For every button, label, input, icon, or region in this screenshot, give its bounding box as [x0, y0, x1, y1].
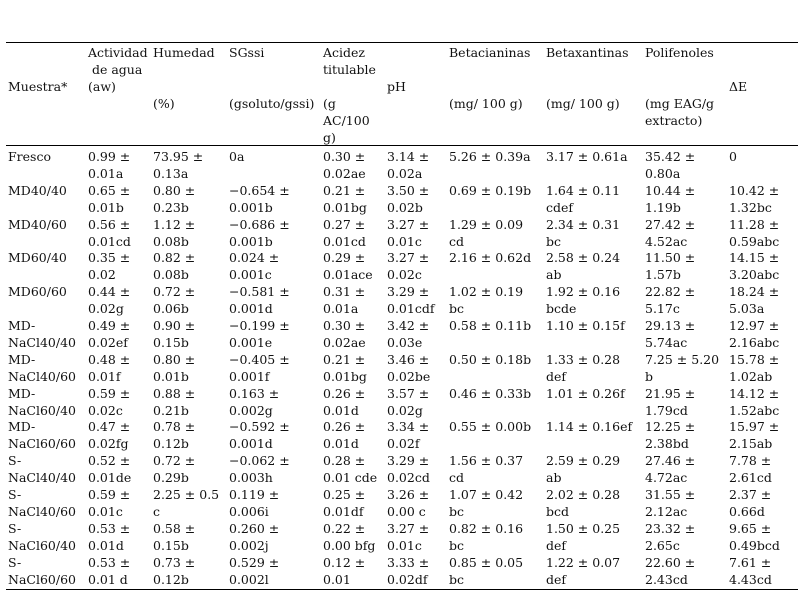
header-sgssi: (gsoluto/gssi) [229, 96, 315, 111]
cell-ph: 3.26 ± 0.00 c [387, 487, 430, 519]
cell-acidez: 0.29 ± 0.01ace [323, 250, 373, 283]
cell-betacianinas: 0.58 ± 0.11b [449, 318, 532, 333]
cell-polifenoles: 31.55 ± 2.12ac [645, 487, 696, 519]
cell-sgssi: 0a [229, 149, 245, 164]
cell-muestra: MD40/60 [8, 216, 67, 232]
table-header-rule [6, 145, 798, 146]
cell-delta-e: 7.61 ± 4.43cd [729, 554, 772, 587]
cell-acidez: 0.25 ± 0.01df [323, 487, 366, 519]
header-actividad-agua: (aw) [88, 79, 116, 94]
cell-polifenoles: 27.46 ± 4.72ac [645, 453, 696, 486]
header-betaxantinas: Betaxantinas [546, 45, 629, 60]
cell-sgssi: −0.654 ± 0.001b [229, 182, 290, 215]
cell-delta-e: 15.97 ± 2.15ab [729, 419, 780, 452]
header-acidez: (g AC/100 g) [323, 96, 370, 145]
cell-actividad-agua: 0.59 ± 0.02c [88, 385, 131, 418]
cell-betaxantinas: 1.01 ± 0.26f [546, 385, 625, 401]
cell-betaxantinas: 2.59 ± 0.29 ab [546, 453, 621, 486]
cell-betaxantinas: 1.64 ± 0.11 cdef [546, 182, 621, 215]
cell-actividad-agua: 0.44 ± 0.02g [88, 284, 131, 317]
cell-sgssi: 0.260 ± 0.002j [229, 520, 280, 553]
cell-betaxantinas: 1.22 ± 0.07 def [546, 554, 621, 587]
cell-delta-e: 11.28 ± 0.59abc [729, 216, 780, 249]
cell-betaxantinas: 1.50 ± 0.25 def [546, 520, 621, 553]
cell-sgssi: −0.062 ± 0.003h [229, 453, 290, 486]
cell-sgssi: 0.529 ± 0.002l [229, 554, 280, 587]
cell-actividad-agua: 0.49 ± 0.02ef [88, 318, 131, 350]
cell-acidez: 0.26 ± 0.01d [323, 419, 366, 452]
header-sgssi: SGssi [229, 45, 265, 60]
cell-delta-e: 10.42 ± 1.32bc [729, 182, 780, 215]
cell-betacianinas: 1.56 ± 0.37 cd [449, 453, 524, 486]
cell-sgssi: 0.119 ± 0.006i [229, 487, 280, 519]
cell-betaxantinas: 2.58 ± 0.24 ab [546, 250, 621, 283]
cell-humedad: 0.80 ± 0.23b [153, 182, 196, 215]
cell-ph: 3.27 ± 0.02c [387, 250, 430, 283]
cell-humedad: 2.25 ± 0.5 c [153, 487, 220, 519]
cell-polifenoles: 7.25 ± 5.20 b [645, 351, 720, 384]
cell-betaxantinas: 1.10 ± 0.15f [546, 318, 625, 333]
cell-actividad-agua: 0.99 ± 0.01a [88, 149, 131, 181]
cell-betaxantinas: 3.17 ± 0.61a [546, 149, 628, 164]
cell-polifenoles: 10.44 ± 1.19b [645, 182, 696, 215]
cell-polifenoles: 27.42 ± 4.52ac [645, 216, 696, 249]
header-betacianinas: Betacianinas [449, 45, 531, 60]
cell-sgssi: 0.024 ± 0.001c [229, 250, 280, 283]
cell-polifenoles: 29.13 ± 5.74ac [645, 318, 696, 350]
cell-humedad: 0.72 ± 0.06b [153, 284, 196, 317]
cell-muestra: Fresco [8, 149, 51, 164]
cell-betacianinas: 0.55 ± 0.00b [449, 419, 532, 435]
cell-ph: 3.14 ± 0.02a [387, 149, 430, 181]
table-bottom-rule [6, 589, 798, 590]
cell-delta-e: 2.37 ± 0.66d [729, 487, 772, 519]
cell-ph: 3.29 ± 0.02cd [387, 453, 430, 486]
cell-betaxantinas: 1.92 ± 0.16 bcde [546, 284, 621, 317]
cell-polifenoles: 35.42 ± 0.80a [645, 149, 696, 181]
cell-muestra: MD- NaCl60/40 [8, 385, 76, 418]
cell-sgssi: −0.199 ± 0.001e [229, 318, 290, 350]
cell-betacianinas: 1.02 ± 0.19 bc [449, 284, 524, 317]
header-delta-e: ΔE [729, 79, 748, 94]
cell-ph: 3.29 ± 0.01cdf [387, 284, 435, 317]
cell-humedad: 1.12 ± 0.08b [153, 216, 196, 249]
cell-delta-e: 14.15 ± 3.20abc [729, 250, 780, 283]
cell-muestra: S- NaCl60/40 [8, 520, 76, 553]
cell-acidez: 0.30 ± 0.02ae [323, 149, 366, 181]
cell-betaxantinas: 1.14 ± 0.16ef [546, 419, 633, 435]
cell-muestra: MD40/40 [8, 182, 67, 198]
cell-acidez: 0.12 ± 0.01 [323, 554, 366, 587]
cell-betacianinas: 0.50 ± 0.18b [449, 351, 532, 367]
cell-ph: 3.50 ± 0.02b [387, 182, 430, 215]
cell-sgssi: −0.405 ± 0.001f [229, 351, 290, 384]
header-polifenoles: (mg EAG/g extracto) [645, 96, 715, 128]
cell-delta-e: 9.65 ± 0.49bcd [729, 520, 780, 553]
cell-betacianinas: 5.26 ± 0.39a [449, 149, 531, 164]
cell-acidez: 0.30 ± 0.02ae [323, 318, 366, 350]
cell-polifenoles: 12.25 ± 2.38bd [645, 419, 696, 452]
cell-ph: 3.34 ± 0.02f [387, 419, 430, 452]
cell-polifenoles: 21.95 ± 1.79cd [645, 385, 696, 418]
cell-ph: 3.33 ± 0.02df [387, 554, 430, 587]
cell-muestra: S- NaCl60/60 [8, 554, 76, 587]
cell-betaxantinas: 1.33 ± 0.28 def [546, 351, 621, 384]
cell-ph: 3.42 ± 0.03e [387, 318, 430, 350]
cell-betacianinas: 2.16 ± 0.62d [449, 250, 532, 266]
cell-muestra: S- NaCl40/60 [8, 487, 76, 519]
cell-muestra: S- NaCl40/40 [8, 453, 76, 486]
cell-betacianinas: 0.82 ± 0.16 bc [449, 520, 524, 553]
cell-ph: 3.27 ± 0.01c [387, 216, 430, 249]
header-humedad: (%) [153, 96, 175, 111]
cell-delta-e: 7.78 ± 2.61cd [729, 453, 772, 486]
header-actividad-agua: Actividad de agua [88, 45, 148, 77]
cell-delta-e: 14.12 ± 1.52abc [729, 385, 780, 418]
header-muestra: Muestra* [8, 79, 68, 94]
cell-actividad-agua: 0.59 ± 0.01c [88, 487, 131, 519]
cell-sgssi: −0.592 ± 0.001d [229, 419, 290, 452]
cell-actividad-agua: 0.48 ± 0.01f [88, 351, 131, 384]
cell-muestra: MD60/40 [8, 250, 67, 266]
cell-actividad-agua: 0.35 ± 0.02 [88, 250, 131, 283]
cell-muestra: MD- NaCl40/40 [8, 318, 76, 350]
cell-muestra: MD- NaCl40/60 [8, 351, 76, 384]
cell-actividad-agua: 0.65 ± 0.01b [88, 182, 131, 215]
cell-humedad: 0.73 ± 0.12b [153, 554, 196, 587]
cell-humedad: 73.95 ± 0.13a [153, 149, 204, 181]
header-polifenoles: Polifenoles [645, 45, 714, 60]
cell-humedad: 0.80 ± 0.01b [153, 351, 196, 384]
cell-humedad: 0.78 ± 0.12b [153, 419, 196, 452]
cell-polifenoles: 11.50 ± 1.57b [645, 250, 696, 283]
cell-acidez: 0.21 ± 0.01bg [323, 182, 367, 215]
cell-ph: 3.46 ± 0.02be [387, 351, 431, 384]
cell-delta-e: 18.24 ± 5.03a [729, 284, 780, 317]
cell-actividad-agua: 0.56 ± 0.01cd [88, 216, 131, 249]
cell-sgssi: −0.686 ± 0.001b [229, 216, 290, 249]
header-acidez: Acidez titulable [323, 45, 376, 77]
cell-delta-e: 15.78 ± 1.02ab [729, 351, 780, 384]
cell-acidez: 0.27 ± 0.01cd [323, 216, 366, 249]
header-ph: pH [387, 79, 406, 94]
header-humedad: Humedad [153, 45, 215, 60]
cell-humedad: 0.58 ± 0.15b [153, 520, 196, 553]
header-betaxantinas: (mg/ 100 g) [546, 96, 620, 111]
cell-betacianinas: 0.46 ± 0.33b [449, 385, 532, 401]
table-top-rule [6, 42, 798, 43]
cell-delta-e: 12.97 ± 2.16abc [729, 318, 780, 350]
cell-actividad-agua: 0.52 ± 0.01de [88, 453, 132, 486]
cell-acidez: 0.28 ± 0.01 cde [323, 453, 378, 486]
cell-polifenoles: 22.60 ± 2.43cd [645, 554, 696, 587]
cell-delta-e: 0 [729, 149, 737, 164]
cell-polifenoles: 23.32 ± 2.65c [645, 520, 696, 553]
cell-acidez: 0.21 ± 0.01bg [323, 351, 367, 384]
cell-betaxantinas: 2.34 ± 0.31 bc [546, 216, 621, 249]
cell-ph: 3.57 ± 0.02g [387, 385, 430, 418]
cell-humedad: 0.82 ± 0.08b [153, 250, 196, 283]
cell-ph: 3.27 ± 0.01c [387, 520, 430, 553]
cell-actividad-agua: 0.47 ± 0.02fg [88, 419, 131, 452]
cell-humedad: 0.88 ± 0.21b [153, 385, 196, 418]
cell-polifenoles: 22.82 ± 5.17c [645, 284, 696, 317]
cell-muestra: MD60/60 [8, 284, 67, 300]
cell-betacianinas: 0.69 ± 0.19b [449, 182, 532, 198]
cell-sgssi: 0.163 ± 0.002g [229, 385, 280, 418]
cell-humedad: 0.90 ± 0.15b [153, 318, 196, 350]
header-betacianinas: (mg/ 100 g) [449, 96, 523, 111]
cell-betacianinas: 0.85 ± 0.05 bc [449, 554, 524, 587]
cell-acidez: 0.26 ± 0.01d [323, 385, 366, 418]
cell-muestra: MD- NaCl60/60 [8, 419, 76, 452]
cell-betacianinas: 1.29 ± 0.09 cd [449, 216, 524, 249]
cell-betacianinas: 1.07 ± 0.42 bc [449, 487, 524, 519]
cell-humedad: 0.72 ± 0.29b [153, 453, 196, 486]
cell-acidez: 0.31 ± 0.01a [323, 284, 366, 317]
cell-actividad-agua: 0.53 ± 0.01 d [88, 554, 131, 587]
cell-betaxantinas: 2.02 ± 0.28 bcd [546, 487, 621, 519]
cell-sgssi: −0.581 ± 0.001d [229, 284, 290, 317]
cell-actividad-agua: 0.53 ± 0.01d [88, 520, 131, 553]
cell-acidez: 0.22 ± 0.00 bfg [323, 520, 376, 553]
